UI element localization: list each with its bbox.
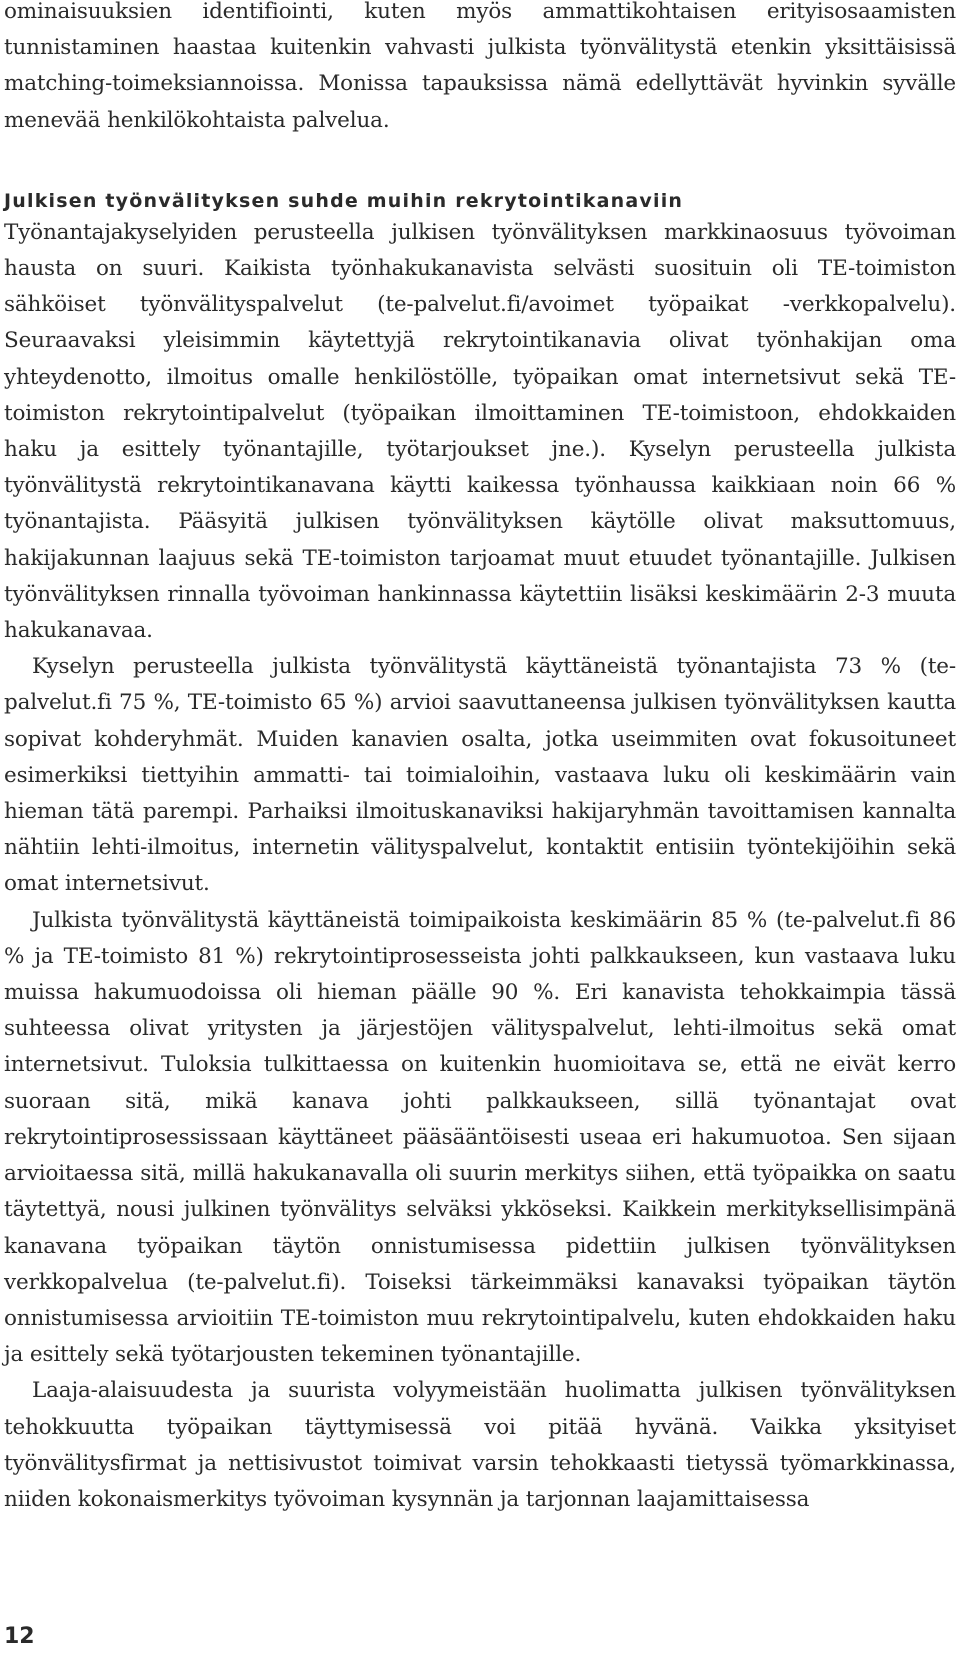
paragraph-efficiency: Laaja-alaisuudesta ja suurista volyymeistään huolimatta julkisen työnvälityksen tehokkuutta työpaikan täyttymisessä voi pitää hyvänä. Vaikka yksityiset työnvälitysfirmat ja nettisivustot toimivat varsin tehokkaasti tietyssä työmarkkinassa, niiden kokonaismerkitys työvoiman kysynnän ja tarjonnan laajamittaisessa — [4, 1378, 956, 1512]
paragraph-target-groups: Kyselyn perusteella julkista työnvälitystä käyttäneistä työnantajista 73 % (te-palvelut.fi 75 %, TE-toimisto 65 %) arvioi saavuttaneensa julkisen työnvälityksen kautta sopivat kohderyhmät. Muiden kanavien osalta, jotka useimmiten ovat fokusoituneet esimerkiksi tiettyihin ammatti- tai toimialoihin, vastaava luku oli keskimäärin vain hieman tätä parempi. Parhaiksi ilmoituskanaviksi hakijaryhmän tavoittamisen kannalta nähtiin lehti-ilmoitus, internetin välityspalvelut, kontaktit entisiin työntekijöihin sekä omat internetsivut. — [4, 654, 956, 897]
paragraph-intro-continued: ominaisuuksien identifiointi, kuten myös ammattikohtaisen erityisosaamisten tunnistaminen haastaa kuitenkin vahvasti julkista työnvälitystä etenkin yksittäisissä matching-toimeksiannoissa. Monissa tapauksissa nämä edellyttävät hyvinkin syvälle menevää henkilökohtaista palvelua. — [4, 0, 956, 133]
section-heading: Julkisen työnvälityksen suhde muihin rekrytointikanaviin — [4, 189, 684, 212]
page-number: 12 — [4, 1624, 35, 1649]
paragraph-market-share: Työnantajakyselyiden perusteella julkisen työnvälityksen markkinaosuus työvoiman hausta on suuri. Kaikista työnhakukanavista selvästi suosituin oli TE-toimiston sähköiset työnvälityspalvelut (te-palvelut.fi/avoimet työpaikat -verkkopalvelu). Seuraavaksi yleisimmin käytettyjä rekrytointikanavia olivat työnhakijan oma yhteydenotto, ilmoitus omalle henkilöstölle, työpaikan omat internetsivut sekä TE-toimiston rekrytointipalvelut (työpaikan ilmoittaminen TE-toimistoon, ehdokkaiden haku ja esittely työnantajille, työtarjoukset jne.). Kyselyn perusteella julkista työnvälitystä rekrytointikanavana käytti kaikessa työnhaussa kaikkiaan noin 66 % työnantajista. Pääsyitä julkisen työnvälityksen käytölle olivat maksuttomuus, hakijakunnan laajuus sekä TE-toimiston tarjoamat muut etuudet työnantajille. Julkisen työnvälityksen rinnalla työvoiman hankinnassa käytettiin lisäksi keskimäärin 2-3 muuta hakukanavaa. — [4, 219, 956, 644]
paragraph-hiring-outcomes: Julkista työnvälitystä käyttäneistä toimipaikoista keskimäärin 85 % (te-palvelut.fi 86 % ja TE-toimisto 81 %) rekrytointiprosesseista johti palkkaukseen, kun vastaava luku muissa hakumuodoissa oli hieman päälle 90 %. Eri kanavista tehokkaimpia tässä suhteessa olivat yritysten ja järjestöjen välityspalvelut, lehti-ilmoitus sekä omat internetsivut. Tuloksia tulkittaessa on kuitenkin huomioitava se, että ne eivät kerro suoraan sitä, mikä kanava johti palkkaukseen, sillä työnantajat ovat rekrytointiprosessissaan käyttäneet pääsääntöisesti useaa eri hakumuotoa. Sen sijaan arvioitaessa sitä, millä hakukanavalla oli suurin merkitys siihen, että työpaikka on saatu täytettyä, nousi julkinen työnvälitys selväksi ykköseksi. Kaikkein merkityksellisimpänä kanavana työpaikan täytön onnistumisessa pidettiin julkisen työnvälityksen verkkopalvelua (te-palvelut.fi). Toiseksi tärkeimmäksi kanavaksi työpaikan täytön onnistumisessa arvioitiin TE-toimiston muu rekrytointipalvelu, kuten ehdokkaiden haku ja esittely sekä työtarjousten tekeminen työnantajille. — [4, 907, 956, 1368]
document-page — [4, 0, 956, 1518]
